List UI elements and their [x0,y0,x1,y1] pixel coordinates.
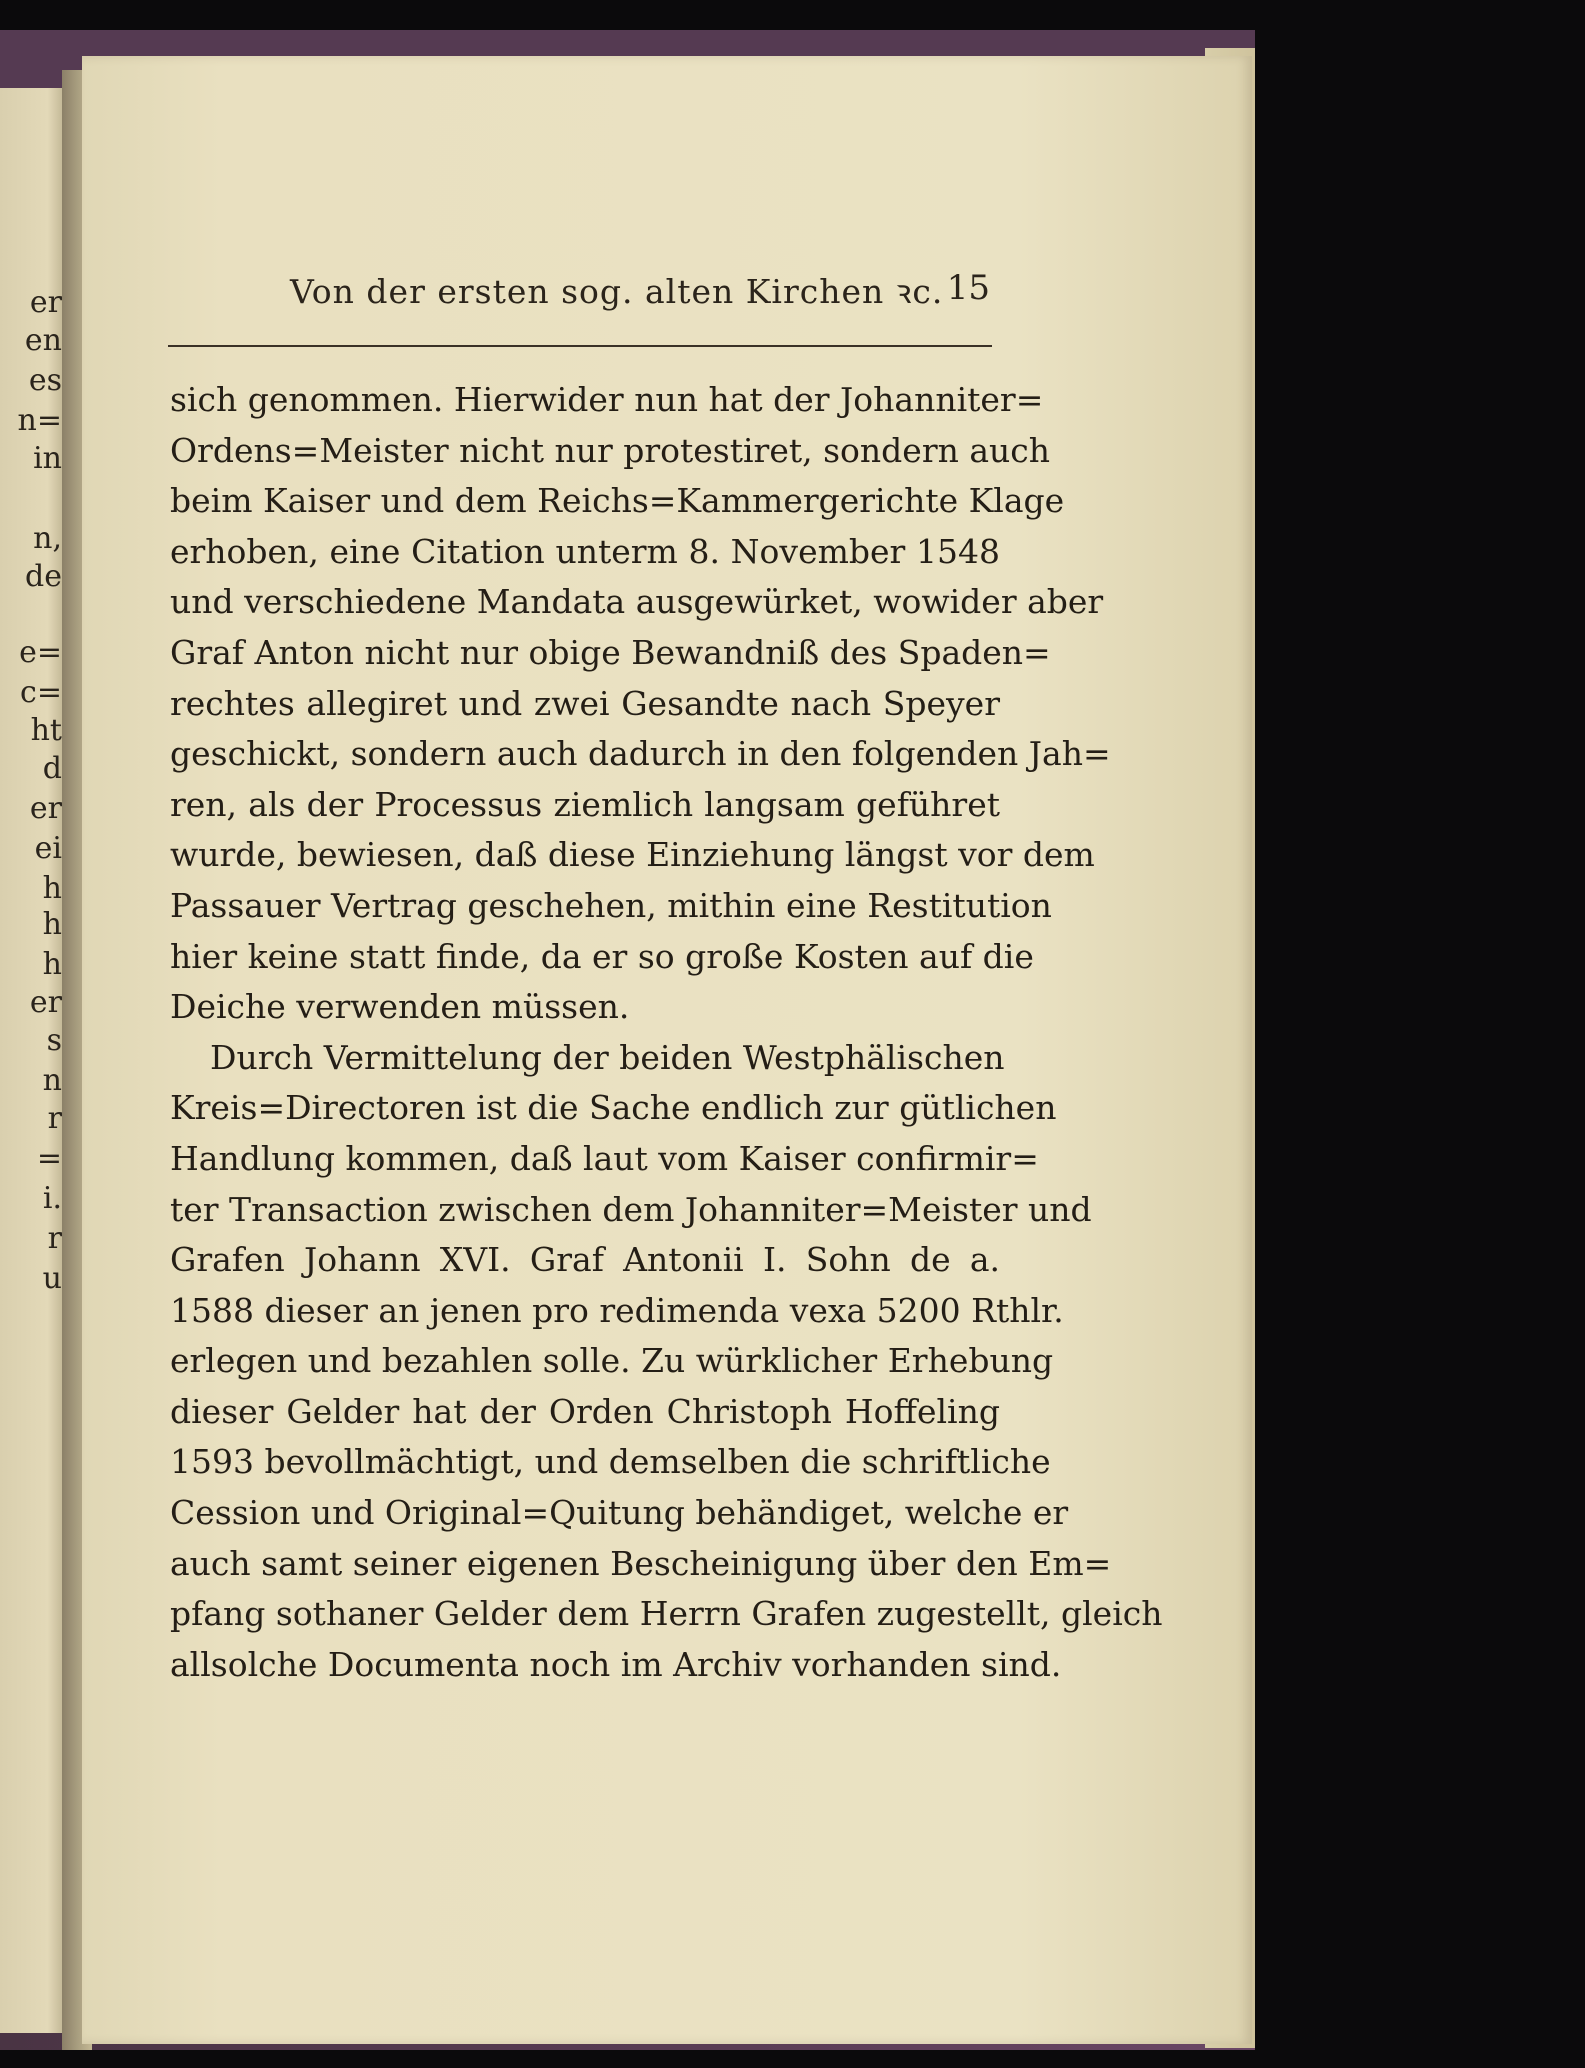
left-page-fragment: es [28,363,62,398]
text-line: und verschiedene Mandata ausgewürket, wowider aber [170,582,1104,622]
left-page-fragment: u [42,1261,62,1296]
left-page-fragment: er [29,285,62,320]
header-rule [168,345,992,347]
text-line: Ordens=Meister nicht nur protestiret, sondern auch [170,430,1050,470]
left-page-fragment: = [36,1141,62,1176]
left-page-fragment: i. [42,1181,62,1216]
text-line: hier keine statt finde, da er so große Kosten auf die [170,936,1034,976]
text-line: rechtes allegiret und zwei Gesandte nach Speyer [170,683,1000,723]
text-line: Durch Vermittelung der beiden Westphälischen [210,1037,1005,1077]
left-page-fragment: c= [20,675,62,710]
left-page-fragment: r [47,1221,62,1256]
text-line: allsolche Documenta noch im Archiv vorhanden sind. [170,1644,1062,1684]
left-page-fragment: de [25,559,62,594]
text-line: erlegen und bezahlen solle. Zu würklicher Erhebung [170,1341,1054,1381]
text-line: Kreis=Directoren ist die Sache endlich zur gütlichen [170,1088,1057,1128]
text-line: Cession und Original=Quitung behändiget, welche er [170,1493,1069,1533]
text-line: erhoben, eine Citation unterm 8. November 1548 [170,531,1000,571]
left-facing-page [0,88,68,2033]
left-page-fragment: n, [33,521,62,556]
text-line: 1588 dieser an jenen pro redimenda vexa 5200 Rthlr. [170,1290,1064,1330]
left-page-fragment: d [42,751,62,786]
left-page-fragment: e= [19,635,62,670]
left-page-fragment: in [33,441,62,476]
left-page-fragment: h [42,871,62,906]
left-page-fragment: h [42,907,62,942]
left-page-fragment: h [42,947,62,982]
text-line: Deiche verwenden müssen. [170,987,630,1027]
text-line: dieser Gelder hat der Orden Christoph Hoffeling [170,1391,1000,1431]
text-line: Graf Anton nicht nur obige Bewandniß des Spaden= [170,632,1051,672]
text-line: ren, als der Processus ziemlich langsam geführet [170,784,1000,824]
text-line: wurde, bewiesen, daß diese Einziehung längst vor dem [170,835,1095,875]
text-line: Grafen Johann XVI. Graf Antonii I. Sohn de a. [170,1240,1000,1280]
left-page-fragment: er [29,985,62,1020]
text-line: auch samt seiner eigenen Bescheinigung über den Em= [170,1543,1112,1583]
text-line: beim Kaiser und dem Reichs=Kammergerichte Klage [170,481,1065,521]
text-line: 1593 bevollmächtigt, und demselben die schriftliche [170,1442,1051,1482]
text-line: ter Transaction zwischen dem Johanniter=Meister und [170,1189,1092,1229]
running-title: Von der ersten sog. alten Kirchen ꝛc. [290,272,944,311]
left-page-fragment: ei [34,831,62,866]
left-page-fragment: s [46,1023,62,1058]
left-page-fragment: en [24,323,62,358]
body-text [170,375,1163,1690]
text-line: pfang sothaner Gelder dem Herrn Grafen zugestellt, gleich [170,1594,1163,1634]
left-page-fragment: n [42,1063,62,1098]
left-page-fragment: r [47,1101,62,1136]
text-line: geschickt, sondern auch dadurch in den folgenden Jah= [170,734,1111,774]
left-page-fragment: n= [17,403,62,438]
left-page-fragment: ht [30,713,62,748]
text-line: Handlung kommen, daß laut vom Kaiser confirmir= [170,1138,1039,1178]
left-page-fragment: er [29,791,62,826]
page-header [290,268,990,318]
text-line: sich genommen. Hierwider nun hat der Johanniter= [170,380,1044,419]
text-line: Passauer Vertrag geschehen, mithin eine Restitution [170,885,1052,925]
page-number: 15 [946,268,990,308]
